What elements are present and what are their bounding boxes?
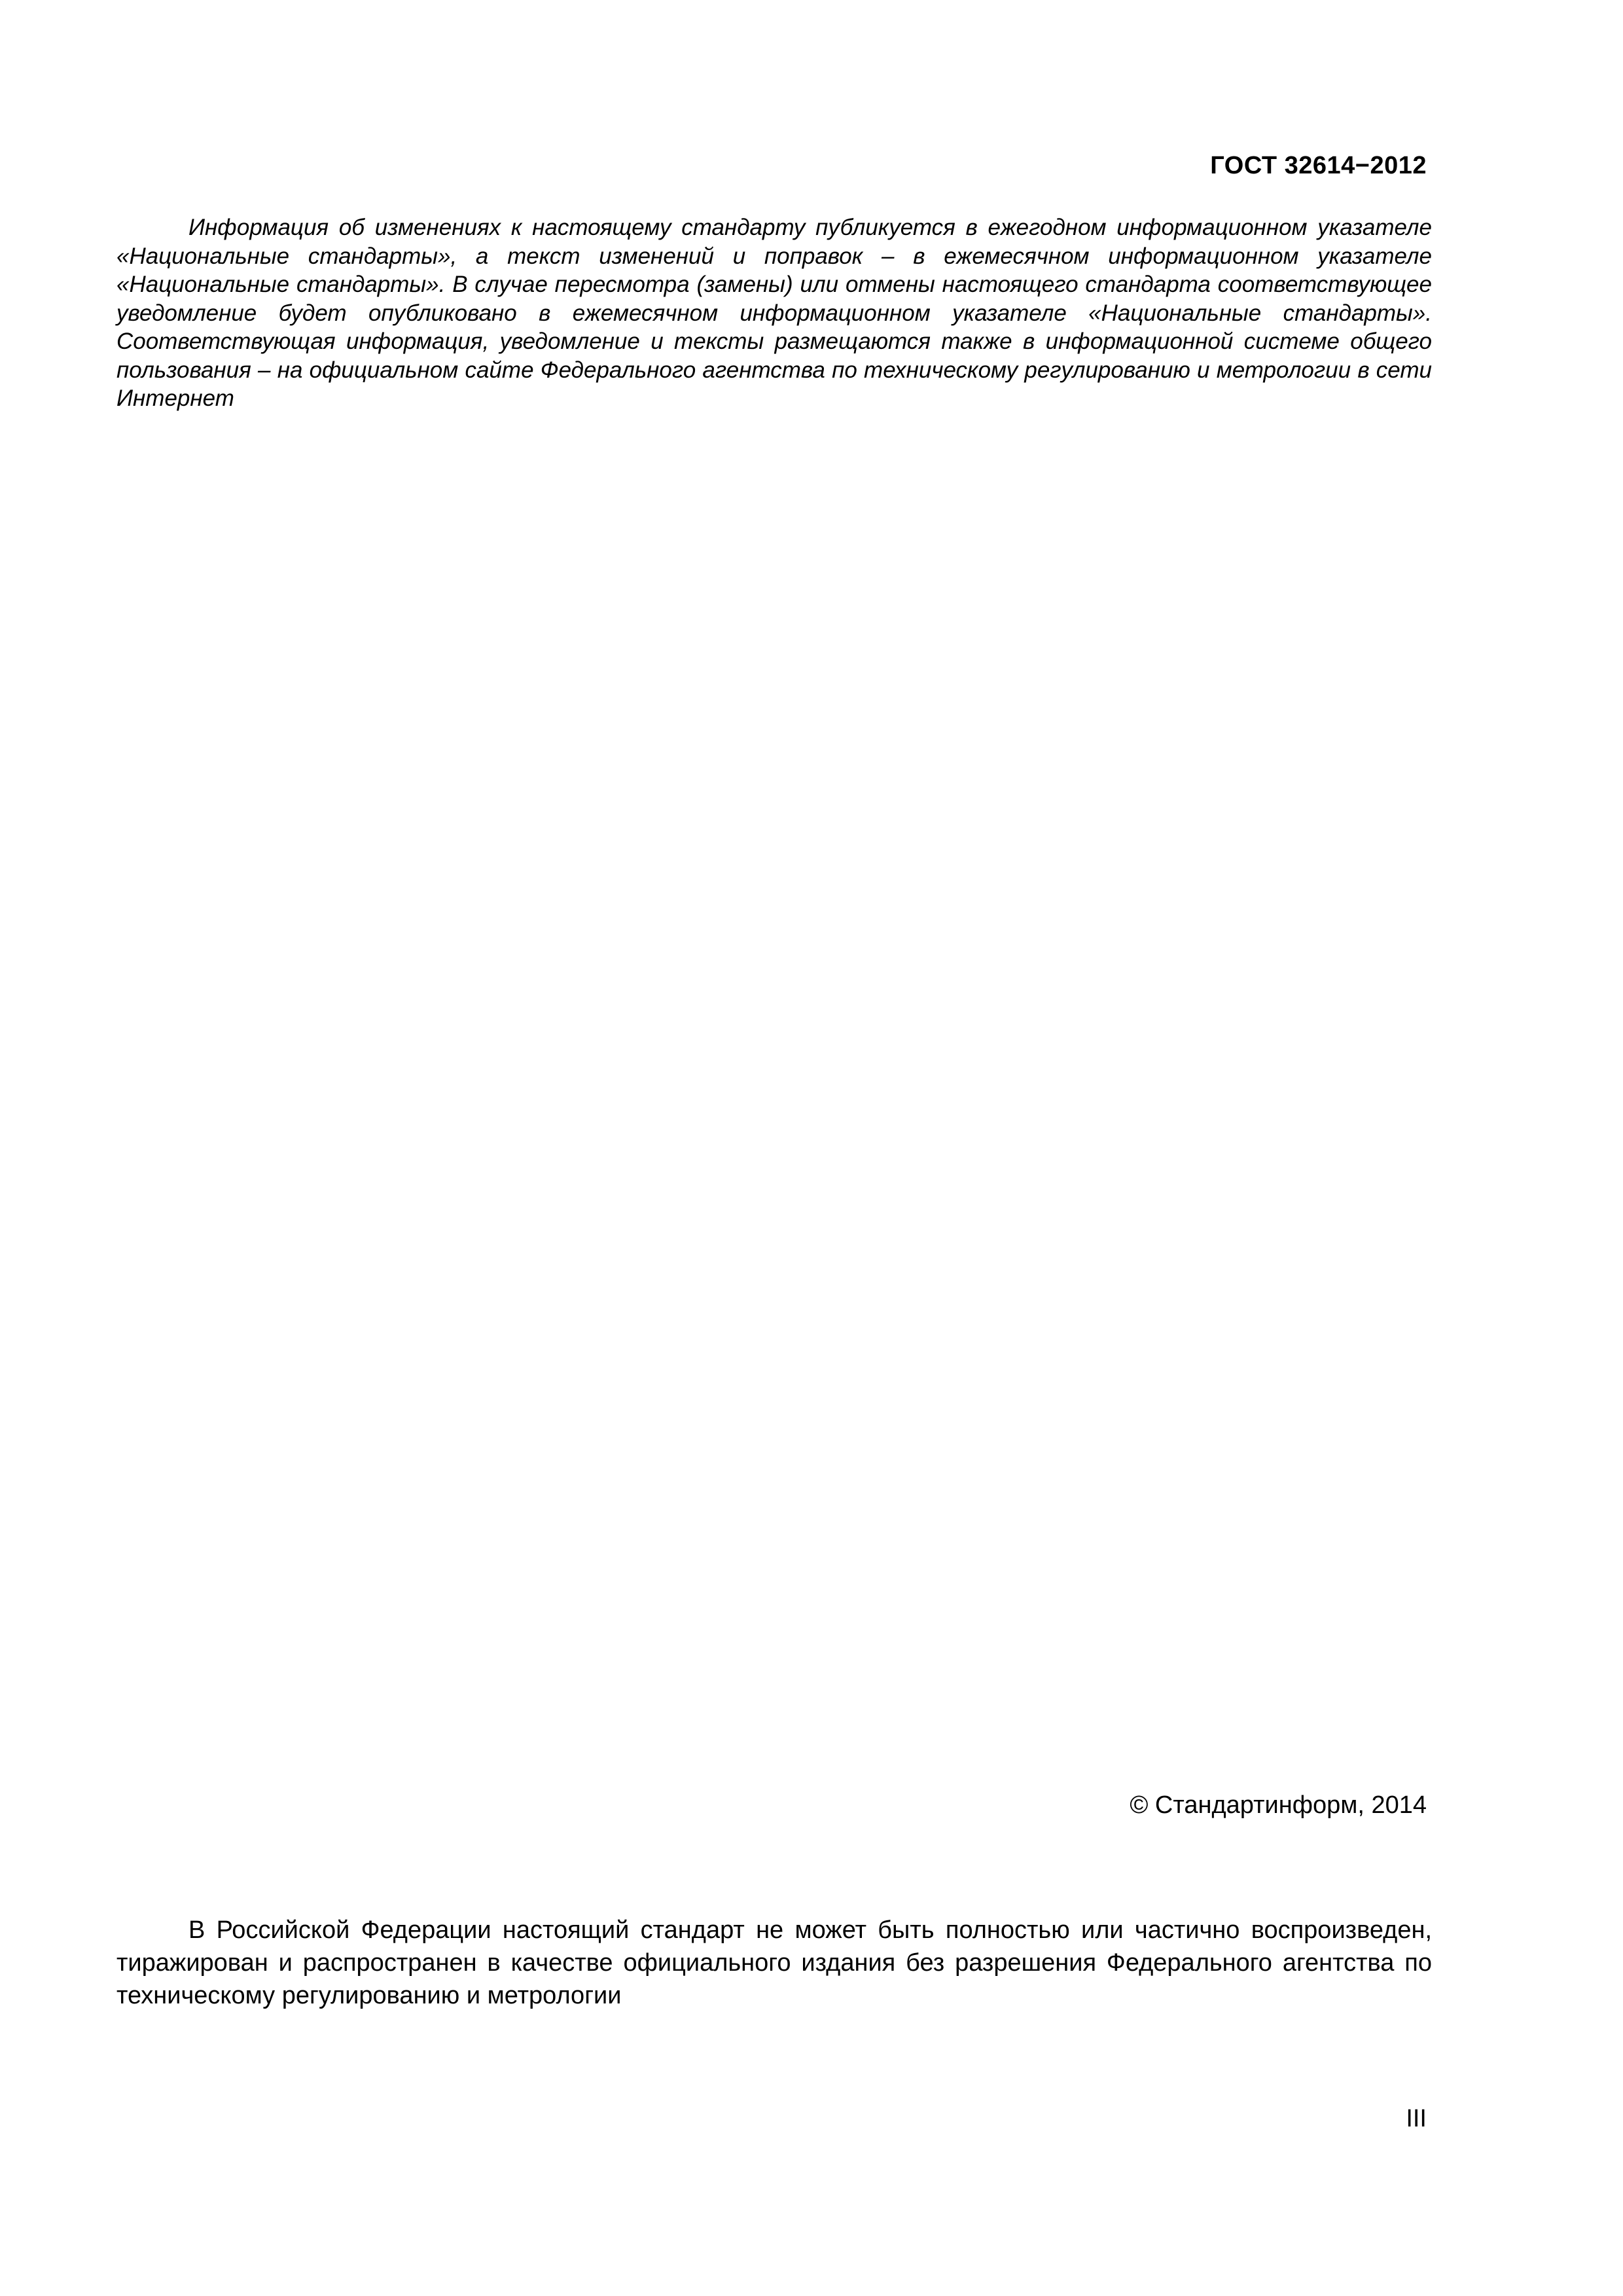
reproduction-rights-paragraph: В Российской Федерации настоящий стандарт не может быть полностью или частично воспроизведен, тиражирован и распространен в качестве официального издания без разрешения Федерального агентства по техническому регулированию и метрологии [116,1916,1432,2009]
standard-code: ГОСТ 32614−2012 [1210,152,1427,179]
copyright-notice: © Стандартинформ, 2014 [1130,1791,1427,1819]
amendments-info-paragraph: Информация об изменениях к настоящему стандарту публикуется в ежегодном информационном указателе «Национальные стандарты», а текст изменений и поправок – в ежемесячном информационном указателе «Национальные стандарты». В случае пересмотра (замены) или отмены настоящего стандарта соответствующее уведомление будет опубликовано в ежемесячном информационном указателе «Национальные стандарты». Соответствующая информация, уведомление и тексты размещаются также в информационной системе общего пользования – на официальном сайте Федерального агентства по техническому регулированию и метрологии в сети Интернет [116,215,1432,411]
page-number: III [1406,2105,1427,2132]
